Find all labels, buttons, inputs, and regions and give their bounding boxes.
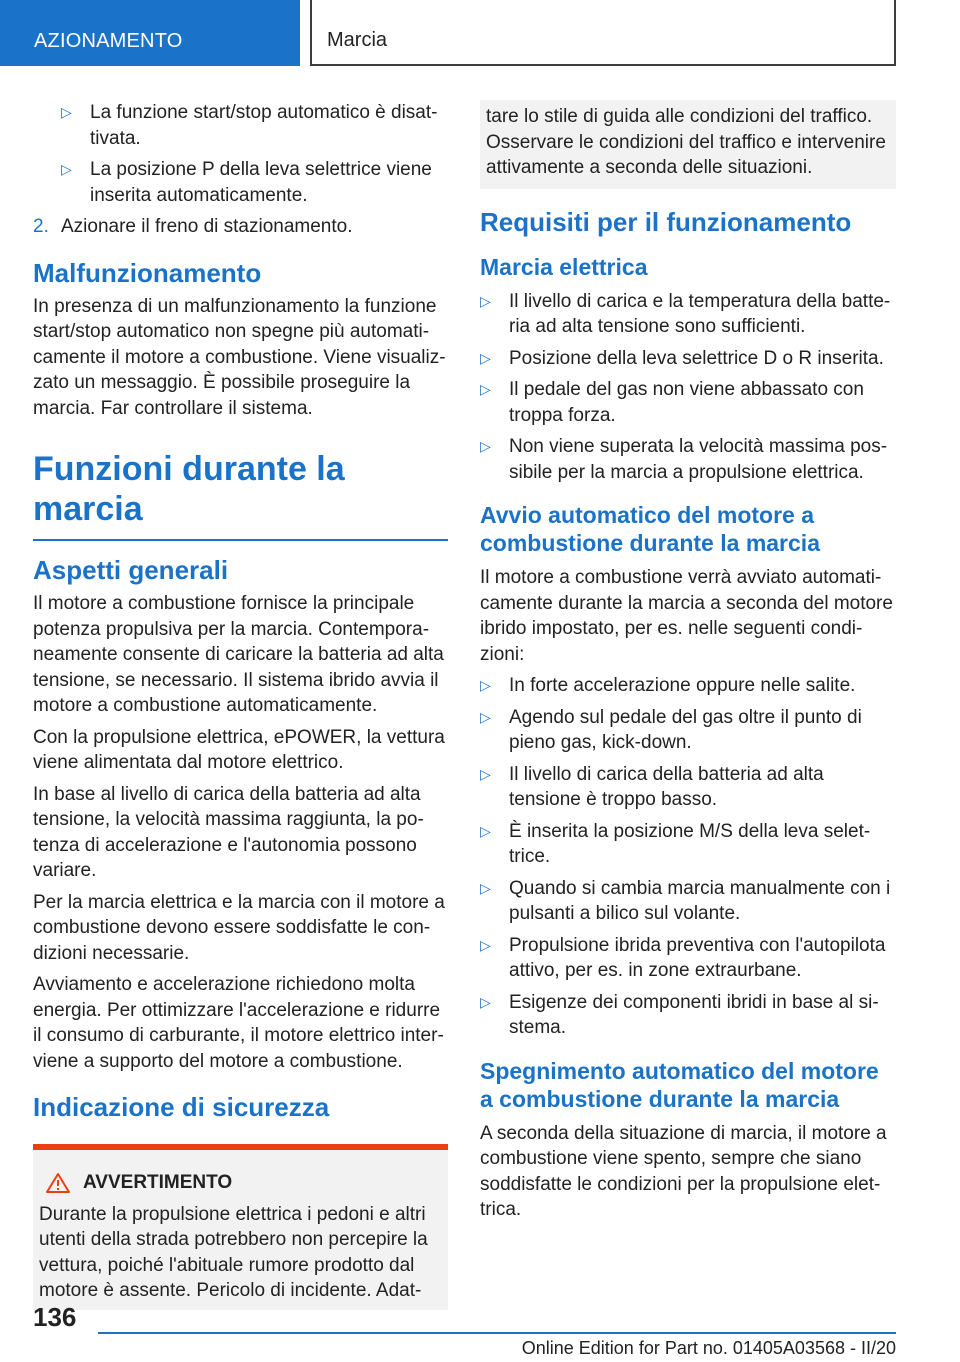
auto-stop-text: A seconda della situazione di marcia, il motore a combustione viene spento, sempre che siano soddisfatte le condizioni per la propulsione elettrica. xyxy=(480,1122,887,1220)
list-item: ▷ Esigenze dei componenti ibridi in base al sistema. xyxy=(480,991,879,1038)
auto-start-text: Il motore a combustione verrà avviato automaticamente durante la marcia a seconda del motore ibrido impostato, per es. nelle seguenti condizioni: xyxy=(480,567,893,665)
paragraph: Avviamento e accelerazione richiedono molta energia. Per ottimizzare l'accelerazione e ridurre il consumo di carburante, il motore elettrico interviene a supporto del motore a combustione. xyxy=(33,974,444,1072)
list-item: ▷ La funzione start/stop automatico è disattivata. xyxy=(61,102,438,149)
step-number: 2. xyxy=(33,216,49,237)
paragraph: Il motore a combustione fornisce la principale potenza propulsiva per la marcia. Contemporaneamente consente di caricare la batteria ad alta tensione, se necessario. Il sistema ibrido avvia il motore a combustione automaticamente. xyxy=(33,593,444,716)
right-column xyxy=(480,100,896,1229)
electric-drive-heading: Marcia elettrica xyxy=(480,253,648,280)
triangle-bullet-icon: ▷ xyxy=(480,381,491,397)
auto-stop-heading: Spegnimento automatico del motore a combustione durante la marcia xyxy=(480,1057,879,1112)
list-item: ▷ Il livello di carica e la temperatura della batteria ad alta tensione sono sufficienti. xyxy=(480,290,891,337)
list-item: ▷ La posizione P della leva selettrice viene inserita automaticamente. xyxy=(61,159,432,206)
chapter-heading: Funzioni durante la marcia xyxy=(33,449,448,541)
list-item: ▷ È inserita la posizione M/S della leva selettrice. xyxy=(480,820,871,867)
warning-triangle-icon xyxy=(45,1172,71,1194)
safety-heading: Indicazione di sicurezza xyxy=(33,1092,330,1122)
general-heading: Aspetti generali xyxy=(33,555,229,585)
section-tab xyxy=(0,0,300,66)
triangle-bullet-icon: ▷ xyxy=(480,708,491,725)
chapter-title: Marcia xyxy=(327,29,388,51)
malfunction-heading: Malfunzionamento xyxy=(33,257,262,288)
section-title: AZIONAMENTO xyxy=(34,30,183,52)
step-item xyxy=(33,214,448,240)
triangle-bullet-icon: ▷ xyxy=(61,104,72,120)
triangle-bullet-icon: ▷ xyxy=(480,677,491,693)
footer-edition: Online Edition for Part no. 01405A03568 - II/20 xyxy=(521,1338,896,1358)
warning-text: Durante la propulsione elettrica i pedoni e altri utenti della strada potrebbero non percepire la vettura, poiché l'abituale rumore prodotto dal motore è assente. Pericolo di incidente. Adat- xyxy=(39,1203,428,1301)
warning-label: AVVERTIMENTO xyxy=(83,1172,233,1193)
list-item: ▷ Propulsione ibrida preventiva con l'autopilota attivo, per es. in zone extraurbane. xyxy=(480,934,886,981)
warning-text-continued: tare lo stile di guida alle condizioni del traffico. Osservare le condizioni del traffico e intervenire attivamente a seconda delle situazioni. xyxy=(486,106,886,178)
chapter-header xyxy=(310,0,896,66)
triangle-bullet-icon: ▷ xyxy=(480,765,491,782)
triangle-bullet-icon: ▷ xyxy=(61,161,72,177)
list-item: ▷ Il pedale del gas non viene abbassato con troppa forza. xyxy=(480,379,864,426)
triangle-bullet-icon: ▷ xyxy=(480,879,491,896)
list-item: ▷ Non viene superata la velocità massima possibile per la marcia a propulsione elettrica. xyxy=(480,436,888,483)
warning-title xyxy=(39,1170,442,1196)
list-item: ▷ In forte accelerazione oppure nelle salite. xyxy=(480,673,896,699)
warning-box-continued xyxy=(480,100,896,189)
paragraph: In base al livello di carica della batteria ad alta tensione, la velocità massima raggiunta, la potenza di accelerazione e l'autonomia possono variare. xyxy=(33,783,424,881)
list-item: ▷ Posizione della leva selettrice D o R inserita. xyxy=(480,346,896,372)
page-number: 136 xyxy=(33,1302,77,1332)
warning-box xyxy=(33,1144,448,1310)
list-item: ▷ Quando si cambia marcia manualmente con i pulsanti a bilico sul volante. xyxy=(480,877,891,924)
list-item: ▷ Agendo sul pedale del gas oltre il punto di pieno gas, kick-down. xyxy=(480,706,862,753)
list-item: ▷ Il livello di carica della batteria ad alta tensione è troppo basso. xyxy=(480,763,824,810)
step-text: Azionare il freno di stazionamento. xyxy=(61,216,353,237)
auto-start-heading: Avvio automatico del motore a combustione durante la marcia xyxy=(480,502,820,556)
footer-divider xyxy=(98,1332,896,1334)
paragraph: Con la propulsione elettrica, ePOWER, la vettura viene alimentata dal motore elettrico. xyxy=(33,726,445,773)
malfunction-text: In presenza di un malfunzionamento la funzione start/stop automatico non spegne più automaticamente il motore a combustione. Viene visualizzato un messaggio. È possibile proseguire la marcia. Far controllare il sistema. xyxy=(33,295,446,419)
triangle-bullet-icon: ▷ xyxy=(480,438,491,454)
triangle-bullet-icon: ▷ xyxy=(480,993,491,1010)
requirements-heading: Requisiti per il funzionamento xyxy=(480,206,852,237)
paragraph: Per la marcia elettrica e la marcia con il motore a combustione devono essere soddisfatte le condizioni necessarie. xyxy=(33,891,445,964)
triangle-bullet-icon: ▷ xyxy=(480,822,491,839)
left-column xyxy=(33,100,448,1310)
triangle-bullet-icon: ▷ xyxy=(480,936,491,953)
triangle-bullet-icon: ▷ xyxy=(480,349,491,366)
triangle-bullet-icon: ▷ xyxy=(480,292,491,309)
